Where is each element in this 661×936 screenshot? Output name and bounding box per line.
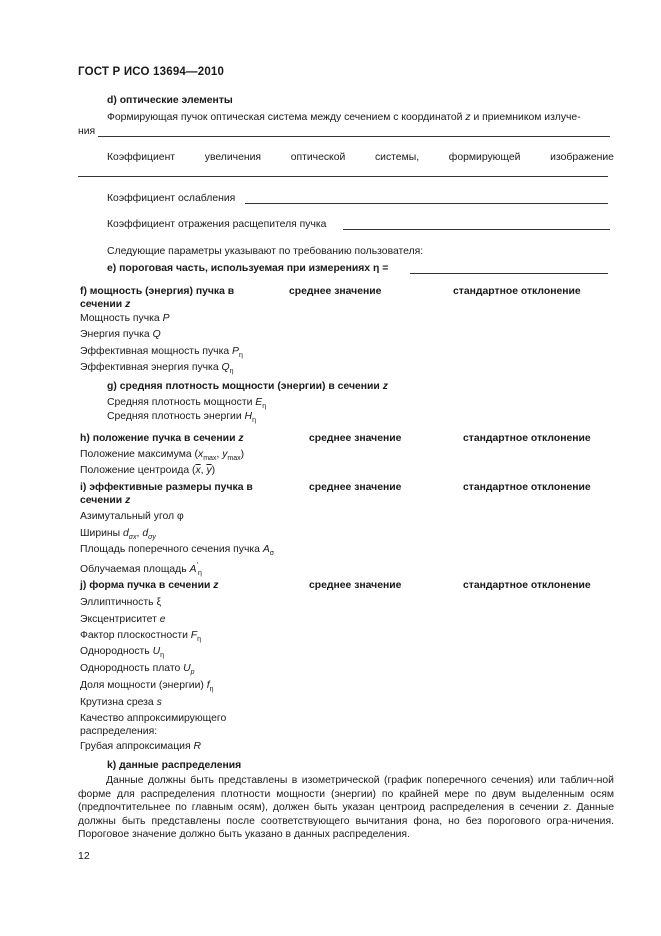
section-d-line2: ния xyxy=(78,126,96,137)
section-d-line1 xyxy=(107,112,581,123)
section-h-title-text: h) положение пучка в сечении xyxy=(80,433,239,444)
item-beam-energy xyxy=(80,329,161,340)
separator: ) xyxy=(240,449,245,460)
subscript: η xyxy=(160,652,165,659)
subscript: max xyxy=(227,455,241,462)
section-j-title xyxy=(80,580,218,591)
item-label: Однородность плато xyxy=(80,663,184,674)
item-label: Энергия пучка xyxy=(80,329,153,340)
subscript: η xyxy=(197,570,202,577)
section-i-col-std: стандартное отклонение xyxy=(463,482,591,493)
symbol: d xyxy=(123,528,129,539)
item-label: Средняя плотность мощности xyxy=(107,397,256,408)
z-symbol: z xyxy=(125,495,131,506)
item-fit-quality-line1: Качество аппроксимирующего xyxy=(80,713,227,724)
subscript: η xyxy=(238,352,243,359)
section-i-title-line2 xyxy=(80,495,130,506)
symbol: s xyxy=(156,697,162,708)
item-plateau-uniformity xyxy=(80,663,195,674)
magnification-row xyxy=(107,152,614,163)
section-i-col-mean: среднее значение xyxy=(309,482,402,493)
fill-line-attenuation[interactable] xyxy=(245,203,608,204)
section-i-title-line1: i) эффективные размеры пучка в xyxy=(80,482,253,493)
item-label: Однородность xyxy=(80,646,153,657)
subscript: η xyxy=(209,686,214,693)
item-azimuth xyxy=(80,511,184,522)
fill-line-reflection[interactable] xyxy=(343,229,610,230)
magnification-word: увеличения xyxy=(204,152,262,163)
item-label: Эффективная мощность пучка xyxy=(80,346,233,357)
symbol: P xyxy=(162,313,170,324)
symbol: φ xyxy=(177,511,184,522)
section-k-paragraph xyxy=(78,774,614,842)
section-g-title xyxy=(107,381,388,392)
user-params-text: Следующие параметры указывают по требованию пользователя: xyxy=(107,246,424,257)
symbol: e xyxy=(159,614,166,625)
section-d-text-end: и приемником излуче- xyxy=(470,112,581,123)
subscript: σy xyxy=(148,534,156,541)
symbol: x xyxy=(198,449,204,460)
document-header: ГОСТ Р ИСО 13694—2010 xyxy=(78,66,225,78)
symbol: P xyxy=(232,346,239,357)
item-label: Ширины xyxy=(80,528,124,539)
symbol: H xyxy=(244,411,253,422)
subscript: η xyxy=(262,403,267,410)
item-irradiated-area xyxy=(80,561,202,575)
symbol: A xyxy=(262,544,270,555)
item-edge-steepness xyxy=(80,697,162,708)
item-label: Положение максимума ( xyxy=(80,449,198,460)
fill-line-magnification[interactable] xyxy=(78,176,608,177)
item-beam-power xyxy=(80,313,170,324)
page-number: 12 xyxy=(78,850,90,862)
section-g-title-text: g) средняя плотность мощности (энергии) в сечении xyxy=(107,381,383,392)
symbol: $\overline{y}$ xyxy=(206,465,212,476)
subscript: η xyxy=(197,636,202,643)
separator: , xyxy=(216,449,223,460)
item-energy-density xyxy=(107,411,256,422)
subscript: p xyxy=(190,669,195,676)
item-label: Эллиптичность xyxy=(80,597,157,608)
magnification-word: системы, xyxy=(374,152,420,163)
z-symbol: z xyxy=(563,802,569,814)
symbol: E xyxy=(255,397,263,408)
symbol: U xyxy=(152,646,161,657)
item-max-position xyxy=(80,449,244,460)
item-uniformity xyxy=(80,646,164,657)
section-i-title-text: сечении xyxy=(80,495,126,506)
item-label: Облучаемая площадь xyxy=(80,564,190,575)
magnification-word: Коэффициент xyxy=(107,152,176,163)
symbol: U xyxy=(183,663,191,674)
reflection-label: Коэффициент отражения расщепителя пучка xyxy=(107,219,327,230)
item-centroid-position xyxy=(80,465,215,476)
item-ellipticity xyxy=(80,597,161,608)
item-widths xyxy=(80,528,156,539)
section-h-title xyxy=(80,433,244,444)
section-j-title-text: j) форма пучка в сечении xyxy=(80,580,214,591)
attenuation-label: Коэффициент ослабления xyxy=(107,193,236,204)
item-rough-fit xyxy=(80,741,201,752)
item-label: Азимутальный угол xyxy=(80,511,178,522)
item-label: Эффективная энергия пучка xyxy=(80,362,222,373)
subscript: η xyxy=(229,368,234,375)
section-h-col-std: стандартное отклонение xyxy=(463,433,591,444)
item-flatness xyxy=(80,630,201,641)
paragraph-text: Данные должны быть представлены в изометрической (график поперечного сечения) или таблич-ной форме для распределения плотности мощности (энергии) по крайней мере по двум выделенным осям (предпочтительнее по главным осям), должен быть указан центроид распределения в сечении xyxy=(78,775,614,814)
subscript: max xyxy=(203,455,217,462)
item-label: Фактор плоскостности xyxy=(80,630,191,641)
symbol: d xyxy=(142,528,149,539)
paragraph-text-end: . Данные должны быть представлены после соответствующего вычитания фона, но без порогового огра-ничения. Пороговое значение должно быть указано в данных распределения. xyxy=(78,802,614,841)
prime-mark: ' xyxy=(196,561,198,570)
symbol: ξ xyxy=(156,597,162,608)
section-f-title-line2 xyxy=(80,299,130,310)
item-label: Площадь поперечного сечения пучка xyxy=(80,544,263,555)
section-f-title-line1: f) мощность (энергия) пучка в xyxy=(80,286,235,297)
z-symbol: z xyxy=(382,381,388,392)
z-symbol: z xyxy=(213,580,219,591)
magnification-word: оптической xyxy=(290,152,346,163)
z-symbol: z xyxy=(238,433,244,444)
separator: ) xyxy=(211,465,216,476)
item-effective-energy xyxy=(80,362,234,373)
symbol: Q xyxy=(221,362,230,373)
symbol: R xyxy=(193,741,201,752)
item-label: Грубая аппроксимация xyxy=(80,741,194,752)
magnification-word: формирующей xyxy=(448,152,521,163)
section-d-title: d) оптические элементы xyxy=(107,95,233,106)
section-f-title-text: сечении xyxy=(80,299,126,310)
magnification-word: изображение xyxy=(550,152,614,163)
symbol: Q xyxy=(152,329,161,340)
section-f-col-mean: среднее значение xyxy=(289,286,382,297)
symbol: A xyxy=(189,564,197,575)
section-e-title: e) пороговая часть, используемая при измерениях η = xyxy=(107,263,389,274)
separator: , xyxy=(136,528,143,539)
fill-line-threshold[interactable] xyxy=(410,273,608,274)
item-fit-quality-line2: распределения: xyxy=(80,726,158,737)
item-label: Мощность пучка xyxy=(80,313,163,324)
item-label: Крутизна среза xyxy=(80,697,157,708)
symbol: f xyxy=(206,680,210,691)
subscript: σx xyxy=(128,534,137,541)
item-label: Доля мощности (энергии) xyxy=(80,680,207,691)
item-cross-section-area xyxy=(80,544,274,555)
fill-line-optics[interactable] xyxy=(98,136,610,137)
item-power-fraction xyxy=(80,680,214,691)
section-j-col-mean: среднее значение xyxy=(309,580,402,591)
section-j-col-std: стандартное отклонение xyxy=(463,580,591,591)
z-symbol: z xyxy=(125,299,131,310)
symbol: F xyxy=(190,630,198,641)
item-label: Эксцентриситет xyxy=(80,614,160,625)
subscript: σ xyxy=(269,550,275,557)
section-d-text: Формирующая пучок оптическая система между сечением с координатой xyxy=(107,112,466,123)
symbol: y xyxy=(222,449,228,460)
z-symbol: z xyxy=(465,112,471,123)
section-k-title: k) данные распределения xyxy=(107,760,242,771)
symbol: $\overline{x}$ xyxy=(195,465,201,476)
item-label: Средняя плотность энергии xyxy=(107,411,245,422)
separator: , xyxy=(200,465,207,476)
subscript: η xyxy=(252,417,256,424)
item-effective-power xyxy=(80,346,243,357)
item-eccentricity xyxy=(80,614,166,625)
section-h-col-mean: среднее значение xyxy=(309,433,402,444)
section-f-col-std: стандартное отклонение xyxy=(453,286,581,297)
item-power-density xyxy=(107,397,266,408)
item-label: Положение центроида ( xyxy=(80,465,196,476)
